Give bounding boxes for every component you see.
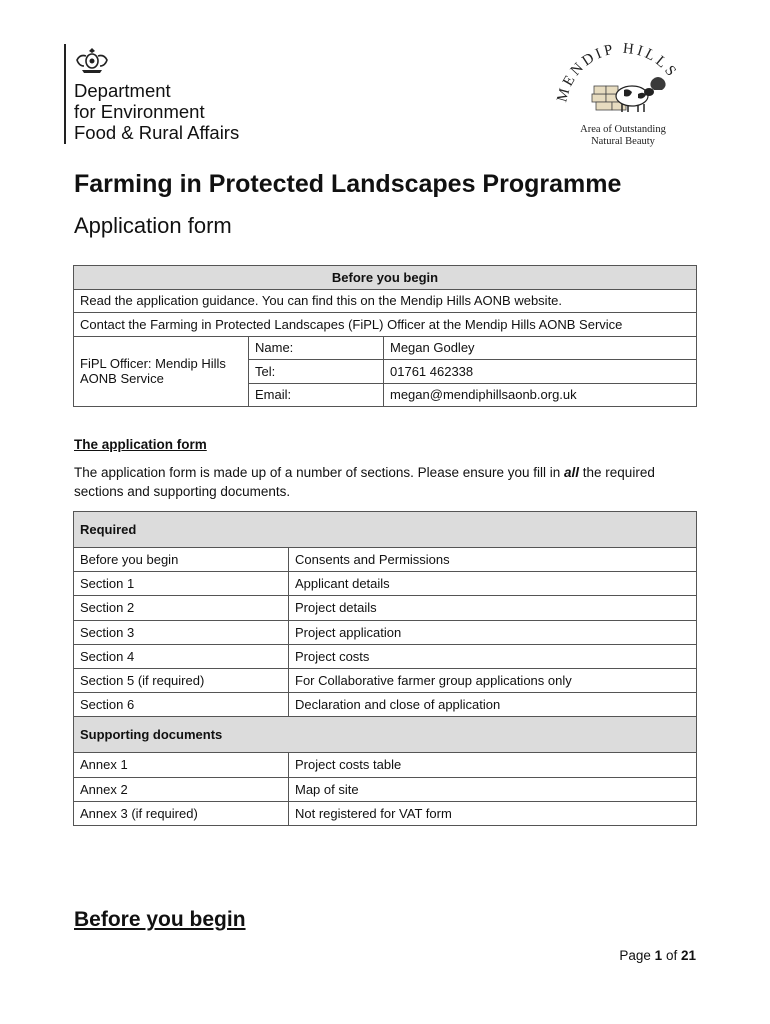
table-heading: Before you begin <box>74 266 697 290</box>
contact-value: Megan Godley <box>384 336 697 360</box>
sections-table <box>73 511 697 826</box>
annex-name: Annex 3 (if required) <box>74 801 289 825</box>
defra-line-1: Department <box>74 80 171 101</box>
intro-text: The application form is made up of a number of sections. Please ensure you fill in <box>74 465 565 480</box>
defra-wordmark <box>74 80 239 143</box>
current-page: 1 <box>654 948 663 963</box>
guidance-note: Read the application guidance. You can find this on the Mendip Hills AONB website. <box>74 289 697 313</box>
contact-label: Email: <box>249 383 384 407</box>
required-heading: Required <box>74 512 697 548</box>
before-you-begin-table <box>73 265 697 407</box>
aonb-caption-line-1: Area of Outstanding <box>580 124 666 135</box>
table-row <box>74 777 697 801</box>
annex-description: Map of site <box>289 777 697 801</box>
annex-name: Annex 2 <box>74 777 289 801</box>
aonb-caption <box>548 124 698 148</box>
aonb-caption-line-2: Natural Beauty <box>591 136 655 147</box>
section-description: Declaration and close of application <box>289 693 697 717</box>
table-row <box>74 596 697 620</box>
table-row <box>74 512 697 548</box>
annex-description: Project costs table <box>289 753 697 777</box>
section-name: Section 4 <box>74 644 289 668</box>
total-pages: 21 <box>680 948 696 963</box>
of-word: of <box>665 948 678 963</box>
defra-line-3: Food & Rural Affairs <box>74 122 240 143</box>
table-row <box>74 289 697 313</box>
section-description: Project details <box>289 596 697 620</box>
supporting-documents-heading: Supporting documents <box>74 717 697 753</box>
table-row <box>74 548 697 572</box>
section-name: Section 2 <box>74 596 289 620</box>
application-form-intro <box>74 463 698 501</box>
intro-emphasis: all <box>564 465 580 480</box>
royal-crest-icon <box>74 46 110 74</box>
contact-label: Name: <box>249 336 384 360</box>
annex-description: Not registered for VAT form <box>289 801 697 825</box>
page-word: Page <box>619 948 651 963</box>
contact-email: megan@mendiphillsaonb.org.uk <box>384 383 697 407</box>
table-row <box>74 313 697 337</box>
defra-logo <box>64 44 284 150</box>
section-name: Section 5 (if required) <box>74 668 289 692</box>
table-row <box>74 572 697 596</box>
section-name: Section 6 <box>74 693 289 717</box>
mendip-hills-emblem <box>548 40 698 124</box>
section-description: Project application <box>289 620 697 644</box>
logo-divider <box>64 44 66 144</box>
intro-text-end: the required sections and supporting documents. <box>74 465 655 499</box>
contact-label: Tel: <box>249 360 384 384</box>
table-row <box>74 717 697 753</box>
tree-icon <box>650 77 665 90</box>
section-description: Consents and Permissions <box>289 548 697 572</box>
section-description: Applicant details <box>289 572 697 596</box>
table-row <box>74 753 697 777</box>
contact-value: 01761 462338 <box>384 360 697 384</box>
table-row <box>74 693 697 717</box>
officer-label: FiPL Officer: Mendip Hills AONB Service <box>74 336 249 407</box>
table-row <box>74 336 697 360</box>
page-number <box>619 948 696 963</box>
contact-note: Contact the Farming in Protected Landscapes (FiPL) Officer at the Mendip Hills AONB Service <box>74 313 697 337</box>
annex-name: Annex 1 <box>74 753 289 777</box>
mendip-hills-logo <box>548 40 698 152</box>
section-description: Project costs <box>289 644 697 668</box>
page-subtitle: Application form <box>74 213 232 238</box>
table-row <box>74 801 697 825</box>
page-title: Farming in Protected Landscapes Programme <box>74 170 622 198</box>
defra-line-2: for Environment <box>74 101 205 122</box>
application-form-heading: The application form <box>74 437 207 452</box>
table-row <box>74 266 697 290</box>
section-description: For Collaborative farmer group applications only <box>289 668 697 692</box>
before-you-begin-heading: Before you begin <box>74 908 246 931</box>
table-row <box>74 644 697 668</box>
cow-icon <box>616 86 654 112</box>
section-name: Section 3 <box>74 620 289 644</box>
mendip-arc-text: MENDIP HILLS <box>554 40 681 104</box>
table-row <box>74 668 697 692</box>
section-name: Section 1 <box>74 572 289 596</box>
section-name: Before you begin <box>74 548 289 572</box>
table-row <box>74 620 697 644</box>
